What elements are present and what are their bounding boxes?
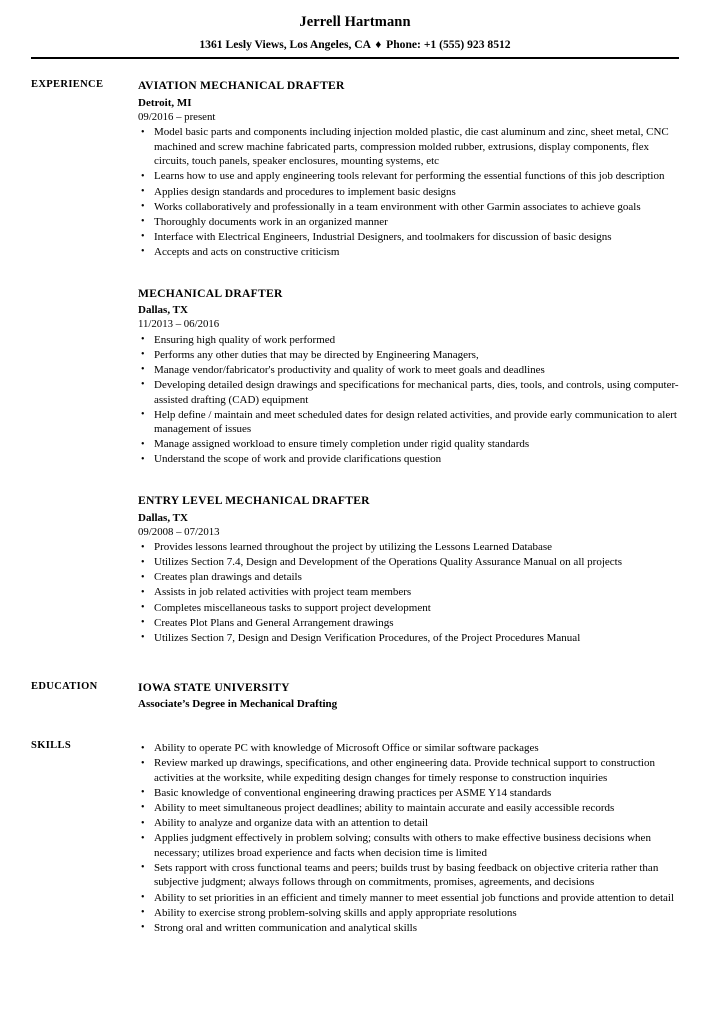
skills-bullet-list bbox=[138, 741, 679, 935]
bullet-item: • Model basic parts and components including injection molded plastic, die cast aluminum and zinc, sheet metal, CNC machined and screw machine fabricated parts, compression molded rubber, extrusions, display components, flex circuits, touch panels, speaker enclosures, mounting systems, etc bbox=[138, 125, 679, 169]
section-education bbox=[31, 681, 679, 712]
section-label-col-experience bbox=[31, 79, 138, 92]
bullet-item: • Thoroughly documents work in an organized manner bbox=[138, 215, 679, 230]
experience-job bbox=[138, 287, 679, 468]
bullet-item: • Assists in job related activities with project team members bbox=[138, 585, 679, 600]
job-title: ENTRY LEVEL MECHANICAL DRAFTER bbox=[138, 494, 370, 508]
bullet-item: • Basic knowledge of conventional engineering drawing practices per ASME Y14 standards bbox=[138, 786, 679, 801]
resume-content bbox=[0, 79, 710, 936]
bullet-item: • Learns how to use and apply engineering tools relevant for performing the essential functions of this job description bbox=[138, 169, 679, 184]
bullet-item: • Creates Plot Plans and General Arrangement drawings bbox=[138, 616, 679, 631]
bullet-item: • Works collaboratively and professionally in a team environment with other Garmin associates to achieve goals bbox=[138, 200, 679, 215]
bullet-item: • Applies design standards and procedures to implement basic designs bbox=[138, 185, 679, 200]
bullet-item: • Manage vendor/fabricator's productivity and quality of work to meet goals and deadlines bbox=[138, 363, 679, 378]
section-label-experience: EXPERIENCE bbox=[31, 79, 104, 91]
job-title: MECHANICAL DRAFTER bbox=[138, 286, 283, 300]
skills-body bbox=[138, 740, 679, 936]
education-school: IOWA STATE UNIVERSITY bbox=[138, 680, 290, 694]
bullet-item: • Utilizes Section 7.4, Design and Development of the Operations Quality Assurance Manual on all projects bbox=[138, 555, 679, 570]
bullet-item: • Ability to set priorities in an efficient and timely manner to meet essential job functions and provide attention to detail bbox=[138, 891, 679, 906]
bullet-item: • Accepts and acts on constructive criticism bbox=[138, 245, 679, 260]
experience-job bbox=[138, 494, 679, 645]
section-label-col-skills bbox=[31, 740, 138, 753]
bullet-item: • Ensuring high quality of work performed bbox=[138, 333, 679, 348]
job-dates: 09/2008 – 07/2013 bbox=[138, 525, 220, 538]
bullet-item: • Performs any other duties that may be directed by Engineering Managers, bbox=[138, 348, 679, 363]
job-location: Detroit, MI bbox=[138, 96, 192, 109]
section-label-col-education bbox=[31, 681, 138, 694]
bullet-item: • Help define / maintain and meet scheduled dates for design related activities, and provide early communication to alert management of issues bbox=[138, 408, 679, 437]
bullet-item: • Provides lessons learned throughout the project by utilizing the Lessons Learned Database bbox=[138, 540, 679, 555]
diamond-separator-icon: ♦ bbox=[375, 38, 382, 52]
education-entry bbox=[138, 681, 679, 712]
address-text: 1361 Lesly Views, Los Angeles, CA bbox=[199, 38, 371, 52]
job-location: Dallas, TX bbox=[138, 511, 188, 524]
experience-jobs bbox=[138, 79, 679, 646]
bullet-item: • Applies judgment effectively in problem solving; consults with others to make effective business decisions when necessary; utilizes broad experience and facts when decision time is limited bbox=[138, 831, 679, 860]
section-label-education: EDUCATION bbox=[31, 680, 98, 692]
bullet-item: • Ability to operate PC with knowledge of Microsoft Office or similar software packages bbox=[138, 741, 679, 756]
header-divider bbox=[31, 57, 679, 59]
bullet-item: • Manage assigned workload to ensure timely completion under rigid quality standards bbox=[138, 437, 679, 452]
job-bullet-list bbox=[138, 125, 679, 259]
candidate-name: Jerrell Hartmann bbox=[299, 14, 411, 30]
resume-header bbox=[0, 0, 710, 59]
bullet-item: • Understand the scope of work and provide clarifications question bbox=[138, 452, 679, 467]
section-experience bbox=[31, 79, 679, 646]
job-dates: 11/2013 – 06/2016 bbox=[138, 318, 220, 331]
bullet-item: • Developing detailed design drawings and specifications for mechanical parts, dies, tools, and controls, using computer-assisted drafting (CAD) equipment bbox=[138, 378, 679, 407]
experience-job bbox=[138, 79, 679, 260]
job-bullet-list bbox=[138, 333, 679, 467]
job-dates: 09/2016 – present bbox=[138, 110, 216, 123]
phone-text: Phone: +1 (555) 923 8512 bbox=[386, 38, 511, 52]
bullet-item: • Ability to meet simultaneous project deadlines; ability to maintain accurate and easily accessible records bbox=[138, 801, 679, 816]
bullet-item: • Ability to exercise strong problem-solving skills and apply appropriate resolutions bbox=[138, 906, 679, 921]
bullet-item: • Ability to analyze and organize data with an attention to detail bbox=[138, 816, 679, 831]
section-skills bbox=[31, 740, 679, 936]
job-title: AVIATION MECHANICAL DRAFTER bbox=[138, 79, 345, 93]
bullet-item: • Utilizes Section 7, Design and Design Verification Procedures, of the Project Procedures Manual bbox=[138, 631, 679, 646]
contact-line bbox=[0, 38, 710, 52]
bullet-item: • Sets rapport with cross functional teams and peers; builds trust by basing feedback on objective criteria rather than subjective judgment; always follows through on commitments, promises, agreements, and decisions bbox=[138, 861, 679, 890]
bullet-item: • Interface with Electrical Engineers, Industrial Designers, and toolmakers for discussion of basic designs bbox=[138, 230, 679, 245]
job-location: Dallas, TX bbox=[138, 304, 188, 317]
bullet-item: • Completes miscellaneous tasks to support project development bbox=[138, 601, 679, 616]
bullet-item: • Creates plan drawings and details bbox=[138, 570, 679, 585]
job-bullet-list bbox=[138, 540, 679, 645]
bullet-item: • Review marked up drawings, specifications, and other engineering data. Provide technical support to construction activities at the worksite, while expediting design changes for timely response to construction inquiries bbox=[138, 756, 679, 785]
education-degree: Associate’s Degree in Mechanical Drafting bbox=[138, 698, 338, 711]
section-label-skills: SKILLS bbox=[31, 740, 72, 752]
bullet-item: • Strong oral and written communication and analytical skills bbox=[138, 921, 679, 936]
